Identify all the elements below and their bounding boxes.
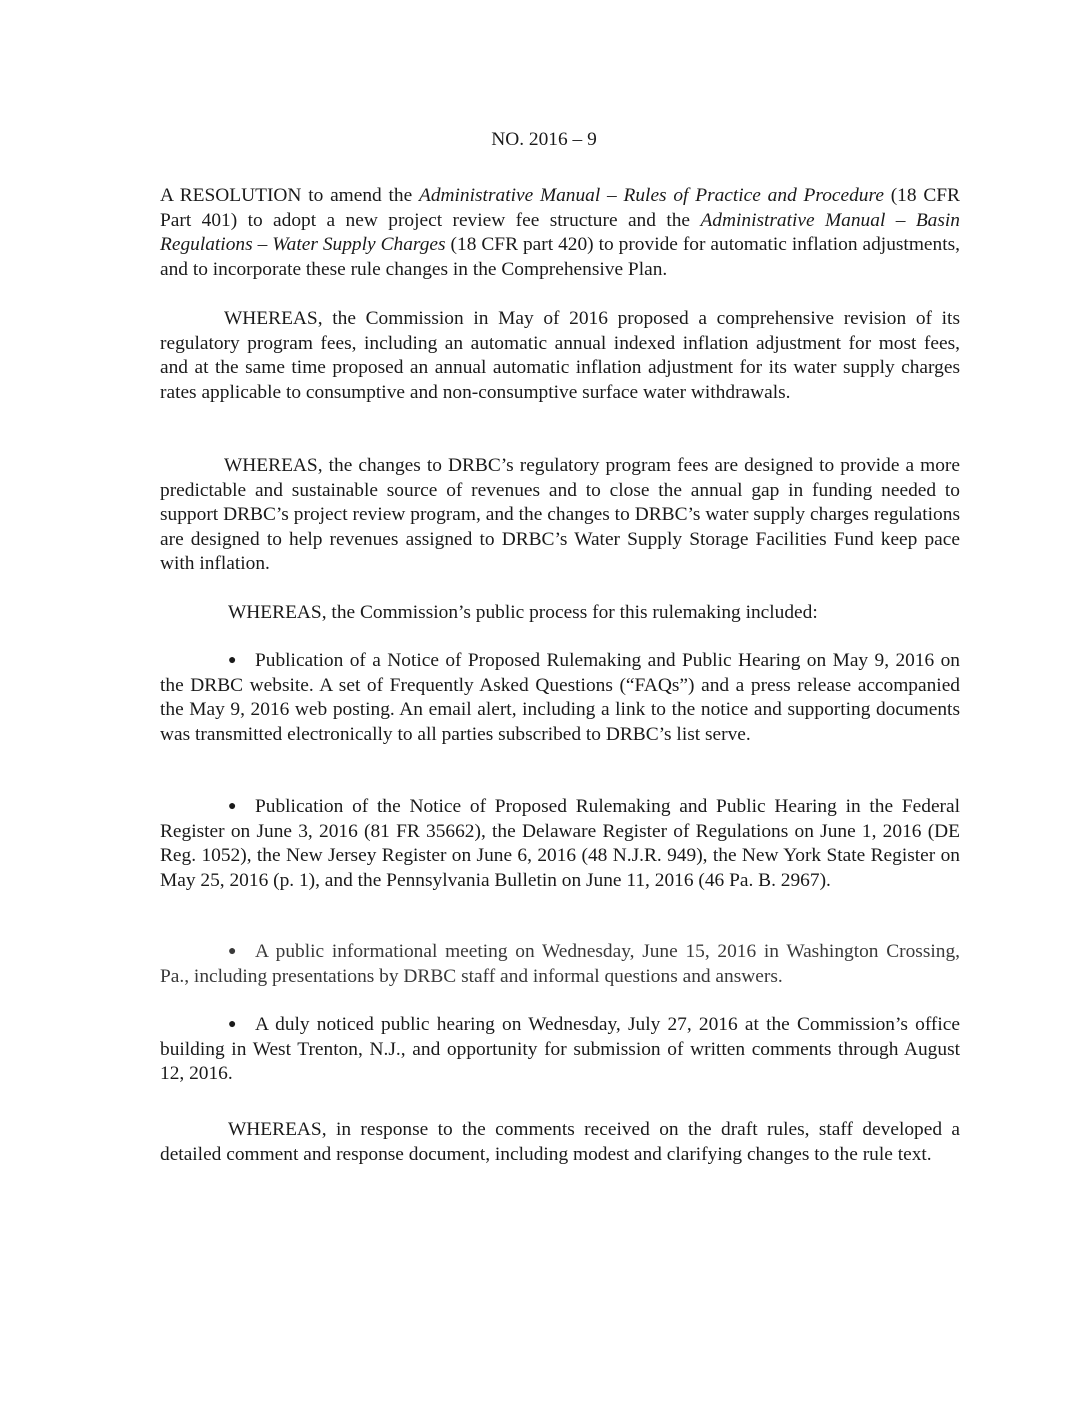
bullet-item-4-text: A duly noticed public hearing on Wednesday, July 27, 2016 at the Commission’s office building in West Trenton, N.J., and opportunity for submission of written comments through August 12, 2016. <box>160 1014 960 1084</box>
whereas-2-text: the changes to DRBC’s regulatory program fees are designed to provide a more predictable and sustainable source of revenues and to close the annual gap in funding needed to support DRBC’s project review program, and the changes to DRBC’s water supply charges regulations are designed to help revenues assigned to DRBC’s Water Supply Storage Facilities Fund keep pace with inflation. <box>160 455 960 574</box>
whereas-1-lead: WHEREAS, <box>224 308 323 329</box>
bullet-dot-icon: ● <box>228 799 237 814</box>
whereas-3-text: the Commission’s public process for this rulemaking included: <box>326 602 818 623</box>
whereas-4-lead: WHEREAS, <box>228 1119 327 1140</box>
bullet-item-1 <box>160 649 960 747</box>
whereas-paragraph-3 <box>160 601 960 626</box>
bullet-item-3 <box>160 940 960 989</box>
whereas-3-lead: WHEREAS, <box>228 602 327 623</box>
bullet-item-2-text: Publication of the Notice of Proposed Rulemaking and Public Hearing in the Federal Register on June 3, 2016 (81 FR 35662), the Delaware Register of Regulations on June 1, 2016 (DE Reg. 1052), the New Jersey Register on June 6, 2016 (48 N.J.R. 949), the New York State Register on May 25, 2016 (p. 1), and the Pennsylvania Bulletin on June 11, 2016 (46 Pa. B. 2967). <box>160 796 960 891</box>
whereas-paragraph-4 <box>160 1118 960 1167</box>
whereas-2-lead: WHEREAS, <box>224 455 323 476</box>
resolution-italic-title-1: Administrative Manual – Rules of Practice and Procedure <box>419 185 884 206</box>
resolution-lead: A RESOLUTION <box>160 185 302 206</box>
resolution-text-2: (18 CFR Part 401) to adopt a new project review fee structure and the <box>160 185 960 231</box>
bullet-dot-icon: ● <box>228 944 237 959</box>
resolution-paragraph <box>160 184 960 282</box>
resolution-text-1: to amend the <box>301 185 419 206</box>
whereas-paragraph-1 <box>160 307 960 405</box>
whereas-paragraph-2 <box>160 454 960 577</box>
resolution-italic-title-2: Administrative Manual – Basin Regulations – Water Supply Charges <box>160 209 960 255</box>
whereas-4-text: in response to the comments received on the draft rules, staff developed a detailed comment and response document, including modest and clarifying changes to the rule text. <box>160 1119 960 1165</box>
resolution-number: NO. 2016 – 9 <box>491 129 597 150</box>
bullet-item-3-text: A public informational meeting on Wednesday, June 15, 2016 in Washington Crossing, Pa., including presentations by DRBC staff and informal questions and answers. <box>160 941 960 987</box>
bullet-item-1-text: Publication of a Notice of Proposed Rulemaking and Public Hearing on May 9, 2016 on the DRBC website. A set of Frequently Asked Questions (“FAQs”) and a press release accompanied the May 9, 2016 web posting. An email alert, including a link to the notice and supporting documents was transmitted electronically to all parties subscribed to DRBC’s list serve. <box>160 650 960 745</box>
resolution-text-3: (18 CFR part 420) to provide for automatic inflation adjustments, and to incorporate these rule changes in the Comprehensive Plan. <box>160 234 960 280</box>
bullet-dot-icon: ● <box>228 1017 237 1032</box>
bullet-item-4 <box>160 1013 960 1087</box>
bullet-item-2 <box>160 795 960 893</box>
bullet-dot-icon: ● <box>228 653 237 668</box>
whereas-1-text: the Commission in May of 2016 proposed a comprehensive revision of its regulatory program fees, including an automatic annual indexed inflation adjustment for most fees, and at the same time proposed an annual automatic inflation adjustment for its water supply charges rates applicable to consumptive and non-consumptive surface water withdrawals. <box>160 308 960 403</box>
